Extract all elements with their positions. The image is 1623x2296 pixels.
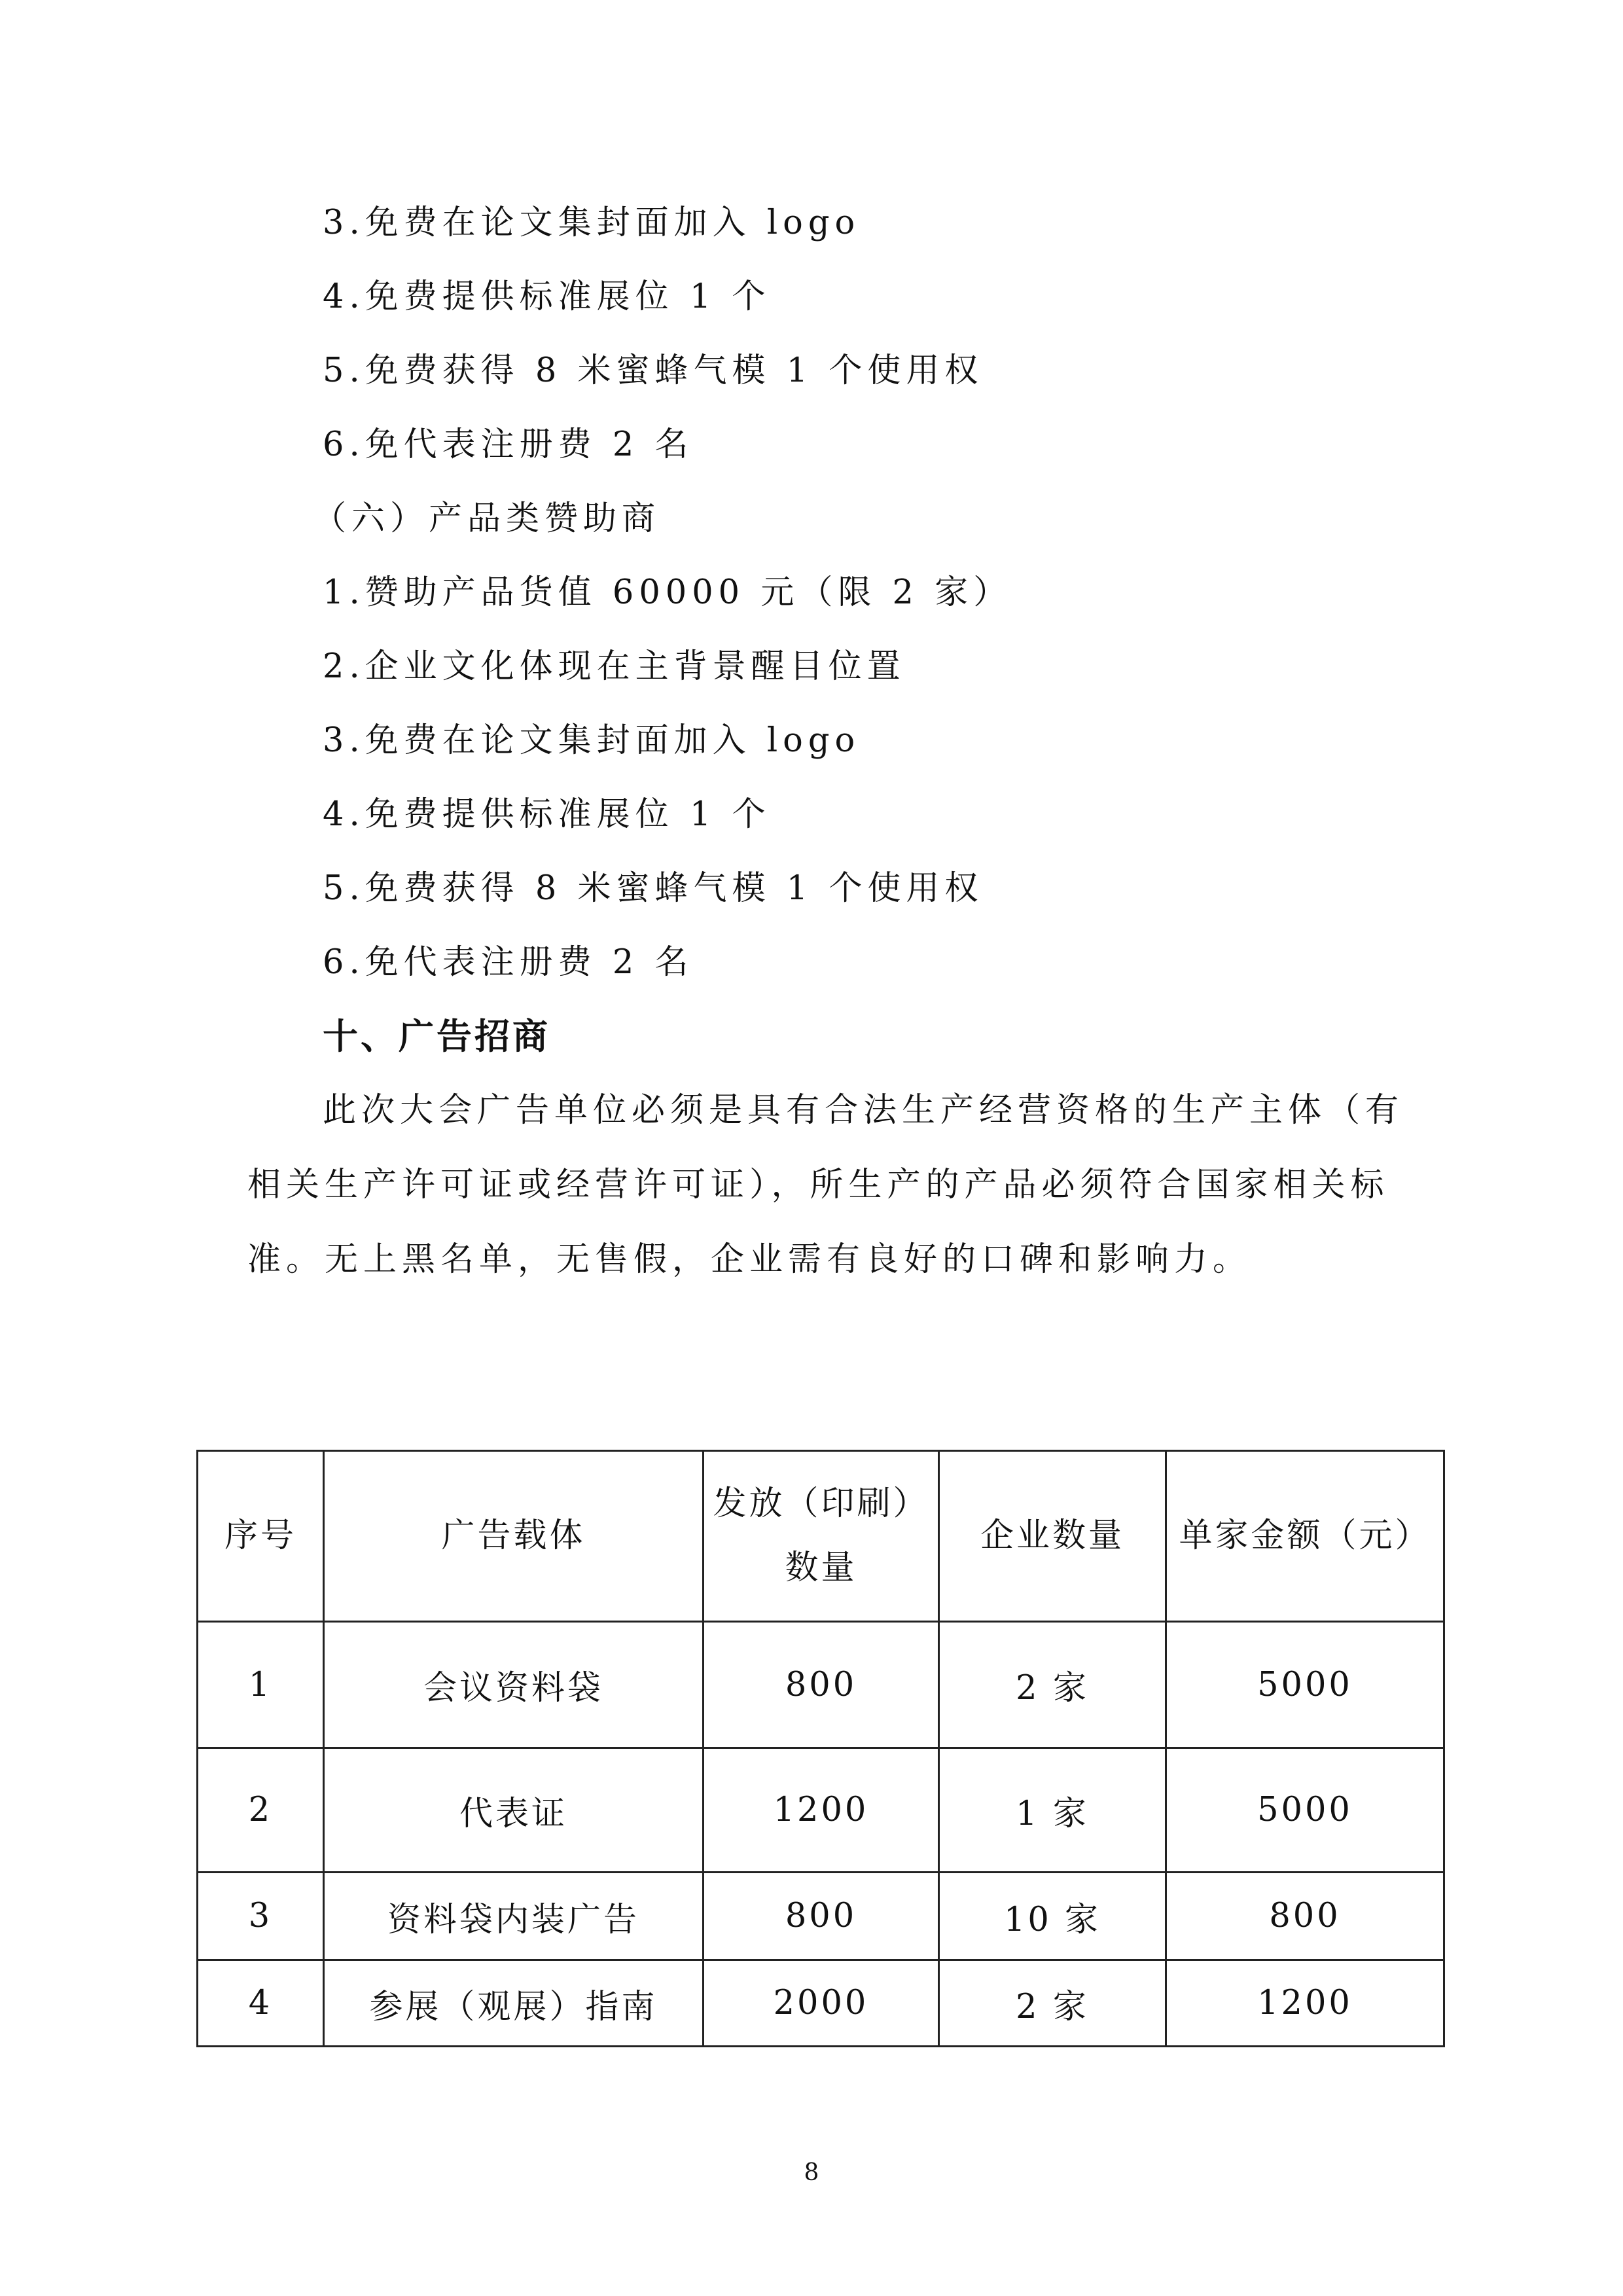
ad-pricing-table <box>196 1450 1445 2047</box>
list-a-item-6: 6.免代表注册费 2 名 <box>323 425 694 464</box>
cell-carrier: 参展（观展）指南 <box>324 1960 704 2047</box>
cell-seq: 2 <box>198 1748 324 1873</box>
section-title: 十、广告招商 <box>323 1015 550 1057</box>
header-price: 单家金额（元） <box>1166 1451 1444 1622</box>
header-companies: 企业数量 <box>939 1451 1166 1622</box>
list-a-item-4: 4.免费提供标准展位 1 个 <box>323 278 771 316</box>
list-b-item-6: 6.免代表注册费 2 名 <box>323 943 694 982</box>
paragraph-line-2: 相关生产许可证或经营许可证），所生产的产品必须符合国家相关标 <box>247 1166 1389 1204</box>
subsection-title: （六）产品类赞助商 <box>313 499 661 538</box>
list-b-item-2: 2.企业文化体现在主背景醒目位置 <box>323 647 906 686</box>
list-a-item-5: 5.免费获得 8 米蜜蜂气模 1 个使用权 <box>323 351 984 390</box>
cell-seq: 4 <box>198 1960 324 2047</box>
cell-price: 5000 <box>1166 1748 1444 1873</box>
cell-quantity: 2000 <box>704 1960 939 2047</box>
cell-carrier: 代表证 <box>324 1748 704 1873</box>
paragraph-line-3: 准。无上黑名单，无售假，企业需有良好的口碑和影响力。 <box>247 1240 1252 1279</box>
table-header-row <box>198 1451 1444 1622</box>
header-seq: 序号 <box>198 1451 324 1622</box>
cell-price: 800 <box>1166 1873 1444 1960</box>
header-quantity <box>704 1451 939 1622</box>
cell-quantity: 1200 <box>704 1748 939 1873</box>
cell-carrier: 会议资料袋 <box>324 1622 704 1748</box>
cell-companies: 10 家 <box>939 1873 1166 1960</box>
cell-seq: 3 <box>198 1873 324 1960</box>
header-quantity-line1: 发放（印刷） <box>713 1484 929 1523</box>
list-b-item-5: 5.免费获得 8 米蜜蜂气模 1 个使用权 <box>323 869 984 908</box>
cell-price: 5000 <box>1166 1622 1444 1748</box>
list-b-item-1: 1.赞助产品货值 60000 元（限 2 家） <box>323 573 1012 612</box>
page-number: 8 <box>804 2159 819 2186</box>
cell-companies: 1 家 <box>939 1748 1166 1873</box>
header-quantity-line2: 数量 <box>785 1549 857 1587</box>
table-row <box>198 1622 1444 1748</box>
header-carrier: 广告载体 <box>324 1451 704 1622</box>
cell-quantity: 800 <box>704 1873 939 1960</box>
list-b-item-3: 3.免费在论文集封面加入 logo <box>323 721 861 760</box>
table-row <box>198 1748 1444 1873</box>
list-b-item-4: 4.免费提供标准展位 1 个 <box>323 795 771 834</box>
cell-carrier: 资料袋内装广告 <box>324 1873 704 1960</box>
cell-quantity: 800 <box>704 1622 939 1748</box>
cell-companies: 2 家 <box>939 1960 1166 2047</box>
table-row <box>198 1960 1444 2047</box>
table-row <box>198 1873 1444 1960</box>
list-a-item-3: 3.免费在论文集封面加入 logo <box>323 204 861 242</box>
cell-price: 1200 <box>1166 1960 1444 2047</box>
cell-companies: 2 家 <box>939 1622 1166 1748</box>
paragraph-line-1: 此次大会广告单位必须是具有合法生产经营资格的生产主体（有 <box>323 1091 1404 1130</box>
cell-seq: 1 <box>198 1622 324 1748</box>
